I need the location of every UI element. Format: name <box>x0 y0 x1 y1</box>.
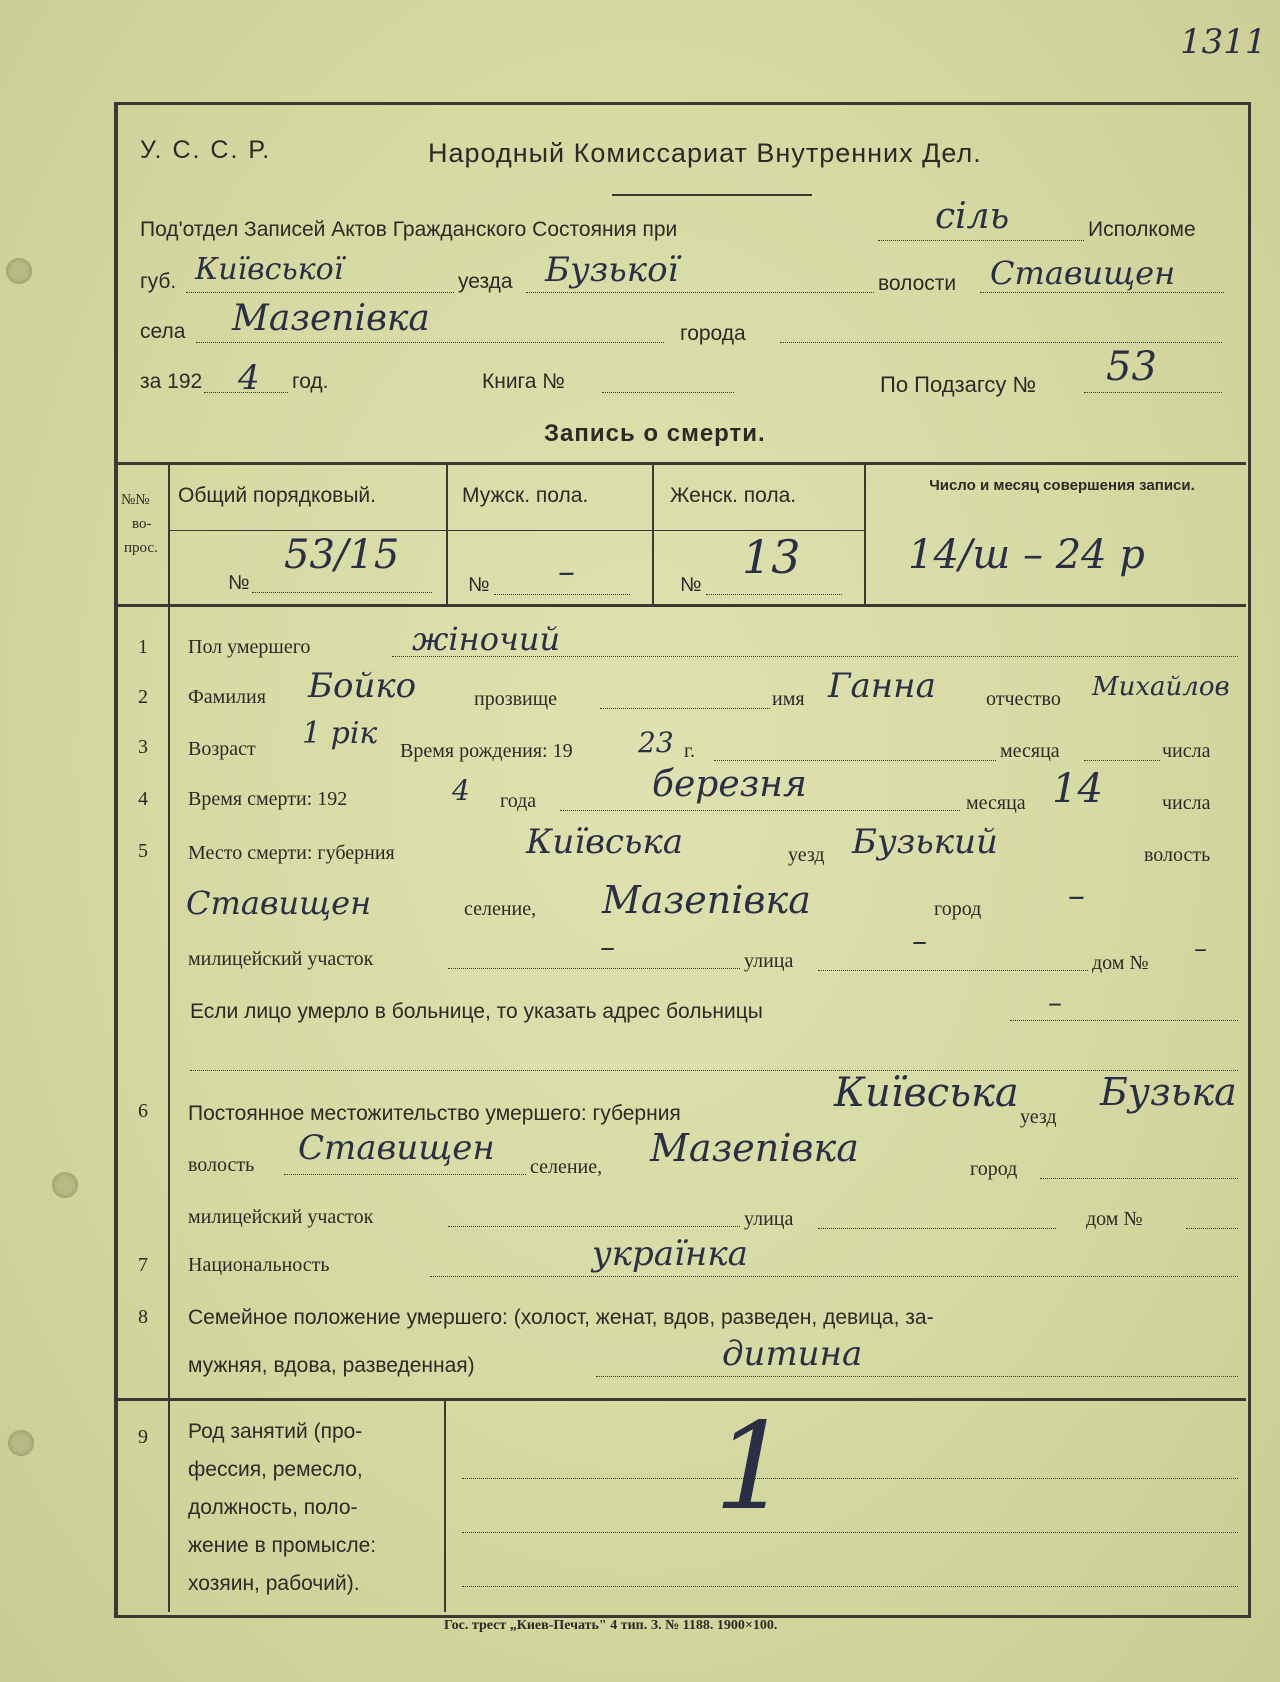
general-line <box>252 592 432 593</box>
occupation-label-2: фессия, ремесло, <box>188 1458 363 1481</box>
date-value: 14/ш – 24 р <box>908 532 1145 578</box>
residence-militia-label: милицейский участок <box>188 1206 374 1228</box>
death-time-label: Время смерти: 192 <box>188 788 348 810</box>
number-column-divider <box>168 606 170 1398</box>
residence-selenie-label: селение, <box>530 1156 603 1178</box>
birth-month-line <box>714 760 996 761</box>
subdept-label: Под'отдел Записей Актов Гражданского Состояния при <box>140 218 678 241</box>
header-divider <box>612 194 812 196</box>
death-gub-value: Київська <box>526 822 684 862</box>
marital-label: Семейное положение умершего: (холост, женат, вдов, разведен, девица, за- <box>188 1306 934 1329</box>
row-number: 7 <box>138 1254 148 1276</box>
patronymic-label: отчество <box>986 688 1061 710</box>
surname-value: Бойко <box>308 666 417 706</box>
nationality-label: Национальность <box>188 1254 330 1276</box>
row-number: 9 <box>138 1426 148 1448</box>
surname-label: Фамилия <box>188 686 266 708</box>
punch-hole <box>6 258 32 284</box>
ispolkom-label: Исполкоме <box>1088 218 1196 241</box>
book-line <box>602 392 734 393</box>
residence-house-label: дом № <box>1086 1208 1143 1230</box>
death-militia-label: милицейский участок <box>188 948 374 970</box>
death-day-value: 14 <box>1052 766 1103 812</box>
uezd-value: Бузької <box>545 250 679 290</box>
row-number: 3 <box>138 736 148 758</box>
occupation-label-5: хозяин, рабочий). <box>188 1572 360 1595</box>
first-name-value: Ганна <box>828 666 936 706</box>
death-gorod-label: город <box>934 898 982 920</box>
occupation-line <box>462 1586 1238 1587</box>
death-militia-value: – <box>600 930 615 965</box>
death-militia-line <box>448 968 740 969</box>
hospital-line-2 <box>190 1070 1238 1071</box>
occupation-line <box>462 1478 1238 1479</box>
residence-gub-value: Київська <box>834 1070 1019 1116</box>
general-value: 53/15 <box>284 532 400 578</box>
death-uezd-value: Бузький <box>852 822 998 862</box>
no-label: № <box>680 574 702 596</box>
record-title: Запись о смерти. <box>544 420 766 447</box>
occupation-label-4: жение в промысле: <box>188 1534 377 1557</box>
residence-selenie-value: Мазепівка <box>650 1126 859 1170</box>
selo-label: села <box>140 320 186 343</box>
volost-value: Ставищен <box>990 254 1176 292</box>
book-label: Книга № <box>482 370 565 393</box>
podzags-line <box>1084 392 1222 393</box>
death-street-line <box>818 970 1088 971</box>
marital-value: дитина <box>722 1334 863 1374</box>
printer-footer: Гос. трест „Киев-Печать" 4 тип. З. № 1188. 1900×100. <box>444 1618 778 1633</box>
nickname-label: прозвище <box>474 688 558 710</box>
podzags-value: 53 <box>1106 344 1157 390</box>
col-general-header: Общий порядковый. <box>178 484 376 507</box>
nationality-line <box>430 1276 1238 1277</box>
question-label: прос. <box>124 540 158 556</box>
age-label: Возраст <box>188 738 256 760</box>
residence-militia-line <box>448 1226 740 1227</box>
residence-house-line <box>1186 1228 1238 1229</box>
commissariat-title: Народный Комиссариат Внутренних Дел. <box>428 138 982 168</box>
death-volost-value: Ставищен <box>186 884 372 922</box>
ispolkom-value: сіль <box>935 196 1010 237</box>
death-month-line <box>560 810 960 811</box>
row-number: 5 <box>138 840 148 862</box>
occupation-value: 1 <box>714 1398 791 1537</box>
gorod-label: города <box>680 322 746 345</box>
first-name-label: имя <box>772 688 805 710</box>
birth-day-line <box>1084 760 1160 761</box>
residence-gorod-label: город <box>970 1158 1018 1180</box>
occupation-line <box>462 1532 1238 1533</box>
male-line <box>494 594 630 595</box>
birth-month-label: месяца <box>1000 740 1060 762</box>
volost-label: волости <box>878 272 957 295</box>
residence-uezd-value: Бузька <box>1100 1070 1237 1114</box>
marital-line <box>596 1376 1238 1377</box>
male-value: – <box>558 552 575 592</box>
year-value: 4 <box>238 358 260 398</box>
year-suffix: год. <box>292 370 329 393</box>
residence-volost-value: Ставищен <box>298 1128 495 1168</box>
death-street-value: – <box>912 924 927 959</box>
uezd-line <box>526 292 874 293</box>
gub-label: губ. <box>140 270 177 293</box>
no-label: № <box>228 572 250 594</box>
patronymic-value: Михайлов <box>1092 672 1230 702</box>
gub-line <box>186 292 454 293</box>
female-line <box>706 594 842 595</box>
table-col-divider <box>864 464 866 604</box>
row-number: 2 <box>138 686 148 708</box>
death-year-value: 4 <box>452 774 470 807</box>
birth-year-suffix: г. <box>684 740 695 762</box>
nickname-line <box>600 708 770 709</box>
selo-value: Мазепівка <box>232 298 430 339</box>
table-col-divider <box>446 464 448 604</box>
hospital-line <box>1010 1020 1238 1021</box>
death-place-label: Место смерти: губерния <box>188 842 395 864</box>
occupation-num-divider <box>168 1400 170 1612</box>
occupation-label-3: должность, поло- <box>188 1496 358 1519</box>
sex-value: жіночий <box>412 620 561 658</box>
occupation-label-divider <box>444 1400 446 1612</box>
uezd-label: уезда <box>458 270 513 293</box>
punch-hole <box>52 1172 78 1198</box>
selo-line <box>196 342 664 343</box>
table-bottom-border <box>118 604 1246 607</box>
death-month-value: березня <box>652 764 807 805</box>
residence-volost-label: волость <box>188 1154 255 1176</box>
death-month-label: месяца <box>966 792 1026 814</box>
question-label: №№ <box>121 492 150 508</box>
residence-uezd-label: уезд <box>1020 1106 1057 1128</box>
question-label: во- <box>132 516 152 532</box>
volost-line <box>980 292 1224 293</box>
no-label: № <box>468 574 490 596</box>
death-uezd-label: уезд <box>788 844 825 866</box>
row-number: 4 <box>138 788 148 810</box>
hospital-value: – <box>1048 986 1062 1019</box>
podzags-label: По Подзагсу № <box>880 372 1037 397</box>
birth-day-label: числа <box>1162 740 1211 762</box>
residence-volost-line <box>284 1174 526 1175</box>
death-day-label: числа <box>1162 792 1211 814</box>
age-value: 1 рік <box>302 716 378 751</box>
nationality-value: українка <box>592 1234 748 1274</box>
row-number: 1 <box>138 636 148 658</box>
col-female-header: Женск. пола. <box>670 484 797 507</box>
republic-label: У. С. С. Р. <box>140 136 272 164</box>
table-col-divider <box>652 464 654 604</box>
gorod-line <box>780 342 1222 343</box>
marital-label-2: мужняя, вдова, разведенная) <box>188 1354 475 1377</box>
gub-value: Київської <box>195 252 344 287</box>
female-value: 13 <box>742 530 801 584</box>
death-volost-label: волость <box>1144 844 1211 866</box>
death-year-suffix: года <box>500 790 537 812</box>
death-selenie-value: Мазепівка <box>602 878 811 922</box>
residence-street-line <box>818 1228 1056 1229</box>
birth-year-value: 23 <box>638 726 674 759</box>
year-label: за 192 <box>140 370 203 393</box>
row-number: 8 <box>138 1306 148 1328</box>
residence-street-label: улица <box>744 1208 794 1230</box>
residence-gorod-line <box>1040 1178 1238 1179</box>
table-top-border <box>118 462 1246 465</box>
punch-hole <box>8 1430 34 1456</box>
birth-label: Время рождения: 19 <box>400 740 573 762</box>
table-col-divider <box>168 464 170 604</box>
row-number: 6 <box>138 1100 148 1122</box>
ispolkom-line <box>878 240 1084 241</box>
hospital-label: Если лицо умерло в больнице, то указать адрес больницы <box>190 1000 763 1023</box>
archive-number: 1311 <box>1180 22 1267 62</box>
residence-label: Постоянное местожительство умершего: губерния <box>188 1102 681 1125</box>
death-selenie-label: селение, <box>464 898 537 920</box>
occupation-top-border <box>118 1398 1246 1401</box>
occupation-label-1: Род занятий (про- <box>188 1420 363 1443</box>
death-street-label: улица <box>744 950 794 972</box>
col-male-header: Мужск. пола. <box>462 484 589 507</box>
col-date-header: Число и месяц совершения записи. <box>929 477 1195 494</box>
death-house-value: – <box>1194 934 1207 964</box>
sex-label: Пол умершего <box>188 636 311 658</box>
death-gorod-value: – <box>1068 876 1085 916</box>
death-house-label: дом № <box>1092 952 1149 974</box>
